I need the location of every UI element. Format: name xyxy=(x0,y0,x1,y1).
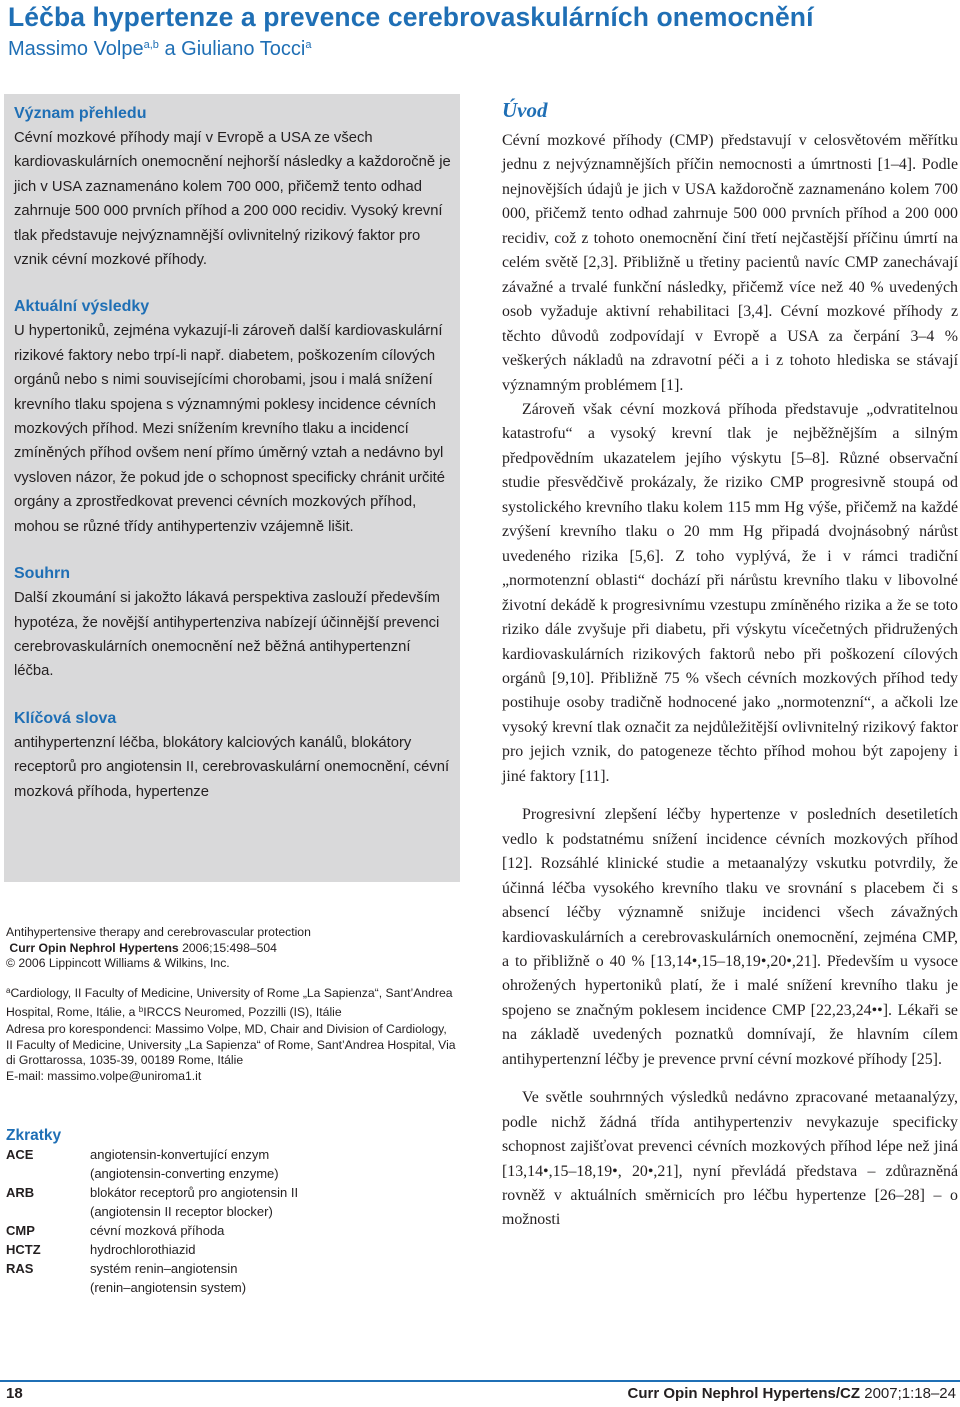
main-text-column xyxy=(502,98,958,1233)
abbreviation-row xyxy=(6,1164,436,1183)
keywords-text: antihypertenzní léčba, blokátory kalciových kanálů, blokátory receptorů pro angiotensin II, cerebrovaskulární onemocnění, cévní mozková příhoda, hypertenze xyxy=(14,734,450,800)
author-name: Massimo Volpe xyxy=(8,38,144,60)
abbreviation-row xyxy=(6,1278,436,1297)
abbreviation-definition: blokátor receptorů pro angiotensin II xyxy=(90,1185,299,1200)
affiliation-text: IRCCS Neuromed, Pozzilli (IS), Itálie xyxy=(143,1004,342,1019)
article-title: Léčba hypertenze a prevence cerebrovaskulárních onemocnění xyxy=(8,2,814,32)
page-number: 18 xyxy=(6,1385,23,1402)
correspondence-email: E-mail: massimo.volpe@uniroma1.it xyxy=(6,1068,202,1083)
summary-box-content xyxy=(14,102,454,804)
summary-heading: Souhrn xyxy=(14,565,70,583)
summary-text: Cévní mozkové příhody mají v Evropě a USA ze všech kardiovaskulárních onemocnění nejhorší následky a každoročně je jich v USA zaznamenáno kolem 700 000, přičemž tento odhad zahrnuje 500 000 prvních příhod a 200 000 recidiv. Vysoký krevní tlak představuje nejvýznamnější ovlivnitelný rizikový faktor pro vznik cévní mozkové příhody. xyxy=(14,130,451,269)
journal-footer xyxy=(628,1385,956,1402)
abbreviations-table xyxy=(6,1145,436,1297)
body-paragraph: Zároveň však cévní mozková příhoda představuje „odvratitelnou katastrofu“ a vysoký krevní tlak je nejběžnějším a silným předpovědním ukazatelem jejího výskytu [5–8]. Různé observační studie přesvědčivě prokázaly, že riziko CMP progresivně stoupá od systolického krevního tlaku kolem 115 mm Hg výše, přičemž na každé zvýšení krevního tlaku o 20 mm Hg připadá dvojnásobný nárůst uvedeného rizika [5,6]. Z toho vyplývá, že i v rámci tradiční „normotenzní oblasti“ dochází při nárůstu krevního tlaku v libovolné životní dekádě k progresivnímu vzestupu zmíněného rizika a že se toto riziko dále zvyšuje při diabetu, při výskytu vícečetných přidružených kardiovaskulárních rizikových faktorů nebo při poškození cílových orgánů [9,10]. Přibližně 75 % všech cévních mozkových příhod tedy postihuje osoby tradičně hodnocené jako „normotenzní“, a ačkoli lze vysoký krevní tlak označit za nejdůležitější ovlivnitelný rizikový faktor pro jejich vznik, do patogeneze těchto příhod mohou být zapojeny i jiné faktory [11]. xyxy=(502,400,958,785)
abbreviation-term xyxy=(6,1164,90,1183)
correspondence-block xyxy=(6,1022,456,1084)
citation-details: 2006;15:498–504 xyxy=(178,940,277,955)
abbreviation-row xyxy=(6,1259,436,1278)
english-title: Antihypertensive therapy and cerebrovascular protection xyxy=(6,925,311,939)
abbreviation-term: CMP xyxy=(6,1223,35,1238)
abbreviation-row xyxy=(6,1240,436,1259)
author-name: Giuliano Tocci xyxy=(181,38,306,60)
summary-heading: Aktuální výsledky xyxy=(14,298,150,316)
abbreviation-definition: (renin–angiotensin system) xyxy=(90,1280,247,1295)
summary-text: U hypertoniků, zejména vykazují-li zároveň další kardiovaskulární rizikové faktory nebo trpí-li např. diabetem, poškozením cílových orgánů nebo s nimi souvisejícími chorobami, jsou i malá snížení krevního tlaku spojena s významnými poklesy incidence cévních mozkových příhod. Mezi snížením krevního tlaku a incidencí zmíněných příhod ovšem není přímo úměrný vztah a nedávno byl vysloven názor, že pokud jde o schopnost specificky chránit určité orgány a zprostředkovat prevenci cévních mozkových příhod, mohou se různé třídy antihypertenziv vzájemně lišit. xyxy=(14,323,445,535)
author-connector: a xyxy=(158,38,182,60)
abbreviation-term: ARB xyxy=(6,1185,35,1200)
abbreviations-heading: Zkratky xyxy=(6,1127,62,1144)
affiliation-marker: a xyxy=(305,39,312,51)
summary-heading: Význam přehledu xyxy=(14,105,147,122)
abbreviation-row xyxy=(6,1145,436,1164)
affiliation-marker: b xyxy=(138,1004,144,1014)
citation-block xyxy=(6,925,456,972)
abbreviation-definition: (angiotensin II receptor blocker) xyxy=(90,1204,273,1219)
affiliations xyxy=(6,983,456,1020)
abbreviation-definition: systém renin–angiotensin xyxy=(90,1261,238,1276)
abbreviation-row xyxy=(6,1183,436,1202)
journal-name: Curr Opin Nephrol Hypertens/CZ xyxy=(627,1385,861,1402)
abbreviation-row xyxy=(6,1202,436,1221)
section-heading: Úvod xyxy=(502,98,548,122)
footer-rule xyxy=(0,1380,960,1382)
body-paragraph: Progresivní zlepšení léčby hypertenze v posledních desetiletích vedlo k podstatnému snížení incidence cévních mozkových příhod [12]. Rozsáhlé klinické studie a metaanalýzy vskutku potvrdily, že účinná léčba vysokého krevního tlaku ve srovnání s placebem či s absencí léčby významně snižuje incidenci všech závažných kardiovaskulárních a cerebrovaskulárních onemocnění, zejména CMP, a to přibližně o 40 % [13,14•,15–18,19•,20•,21]. Především u vysoce ohrožených hypertoniků platí, že i malé snížení krevního tlaku je spojeno se značným poklesem incidence CMP [22,23,24••]. Lékaři se na základě uvedených poznatků domnívají, že hlavním cílem antihypertenzní léčby je prevence první cévní mozkové příhody [25]. xyxy=(502,806,958,1068)
keywords-heading: Klíčová slova xyxy=(14,709,117,727)
abbreviation-term xyxy=(6,1202,90,1221)
abbreviation-definition: (angiotensin-converting enzyme) xyxy=(90,1166,279,1181)
abbreviation-definition: hydrochlorothiazid xyxy=(90,1242,196,1257)
abbreviation-term: HCTZ xyxy=(6,1242,41,1257)
correspondence-address: Adresa pro korespondenci: Massimo Volpe, MD, Chair and Division of Cardiology, II Faculty of Medicine, University „La Sapienza“ of Rome, Sant’Andrea Hospital, Via di Grottarossa, 1035-39, 00189 Rome, Itálie xyxy=(6,1022,456,1068)
citation xyxy=(6,941,456,957)
abbreviation-definition: cévní mozková příhoda xyxy=(90,1223,225,1238)
citation-journal: Curr Opin Nephrol Hypertens xyxy=(9,940,179,955)
copyright: © 2006 Lippincott Williams & Wilkins, Inc. xyxy=(6,956,230,971)
affiliation-marker: a xyxy=(6,986,11,995)
abbreviation-term: RAS xyxy=(6,1261,34,1276)
summary-box xyxy=(4,94,460,882)
affiliation-text: Cardiology, II Faculty of Medicine, University of Rome „La Sapienza“, Sant’Andrea Hospital, Rome, Itálie, a xyxy=(6,986,453,1019)
abbreviation-definition: angiotensin-konvertující enzym xyxy=(90,1147,270,1162)
body-paragraph: Ve světle souhrnných výsledků nedávno zpracované metaanalýzy, podle nichž žádná třída antihypertenziv nevykazuje specificky schopnost zajišťovat prevenci cévních mozkových příhod lépe než jiná [13,14•,15–18,19•, 20•,21], nyní převládá představa – zdůrazněná rovněž v aktuálních směrnicích pro léčbu hypertenze [26–28] – o možnosti xyxy=(502,1089,958,1229)
author-line xyxy=(8,38,311,61)
abbreviation-term: ACE xyxy=(6,1147,34,1162)
summary-text: Další zkoumání si jakožto lákavá perspektiva zaslouží především hypotéza, že novější antihypertenziva nabízejí účinnější prevenci cerebrovaskulárních onemocnění než běžná antihypertenzní léčba. xyxy=(14,590,441,680)
abbreviation-row xyxy=(6,1221,436,1240)
body-paragraph: Cévní mozkové příhody (CMP) představují v celosvětovém měřítku jednu z nejvýznamnějších příčin nemocnosti a úmrtnosti [1–4]. Podle nejnovějších údajů je jich v USA každoročně zaznamenáno kolem 700 000, přičemž tento odhad zahrnuje 500 000 prvních příhod a 200 000 recidiv, což z tohoto onemocnění činí třetí nejčastější příčinu úmrtí na celém světě [2,3]. Přibližně u třetiny pacientů navíc CMP zanechávají závažné a trvalé funkční následky, přičemž více než 40 % uvedených osob vyžaduje aktivní rehabilitaci [3,4]. Cévní mozkové příhody z těchto důvodů zodpovídají v Evropě a USA za čerpání 3–4 % veškerých nákladů na zdravotní péči a i z tohoto hlediska se stávají významným problémem [1]. xyxy=(502,132,958,394)
affiliation-marker: a,b xyxy=(143,39,159,51)
abbreviation-term xyxy=(6,1278,90,1297)
journal-issue: 2007;1:18–24 xyxy=(860,1385,956,1402)
